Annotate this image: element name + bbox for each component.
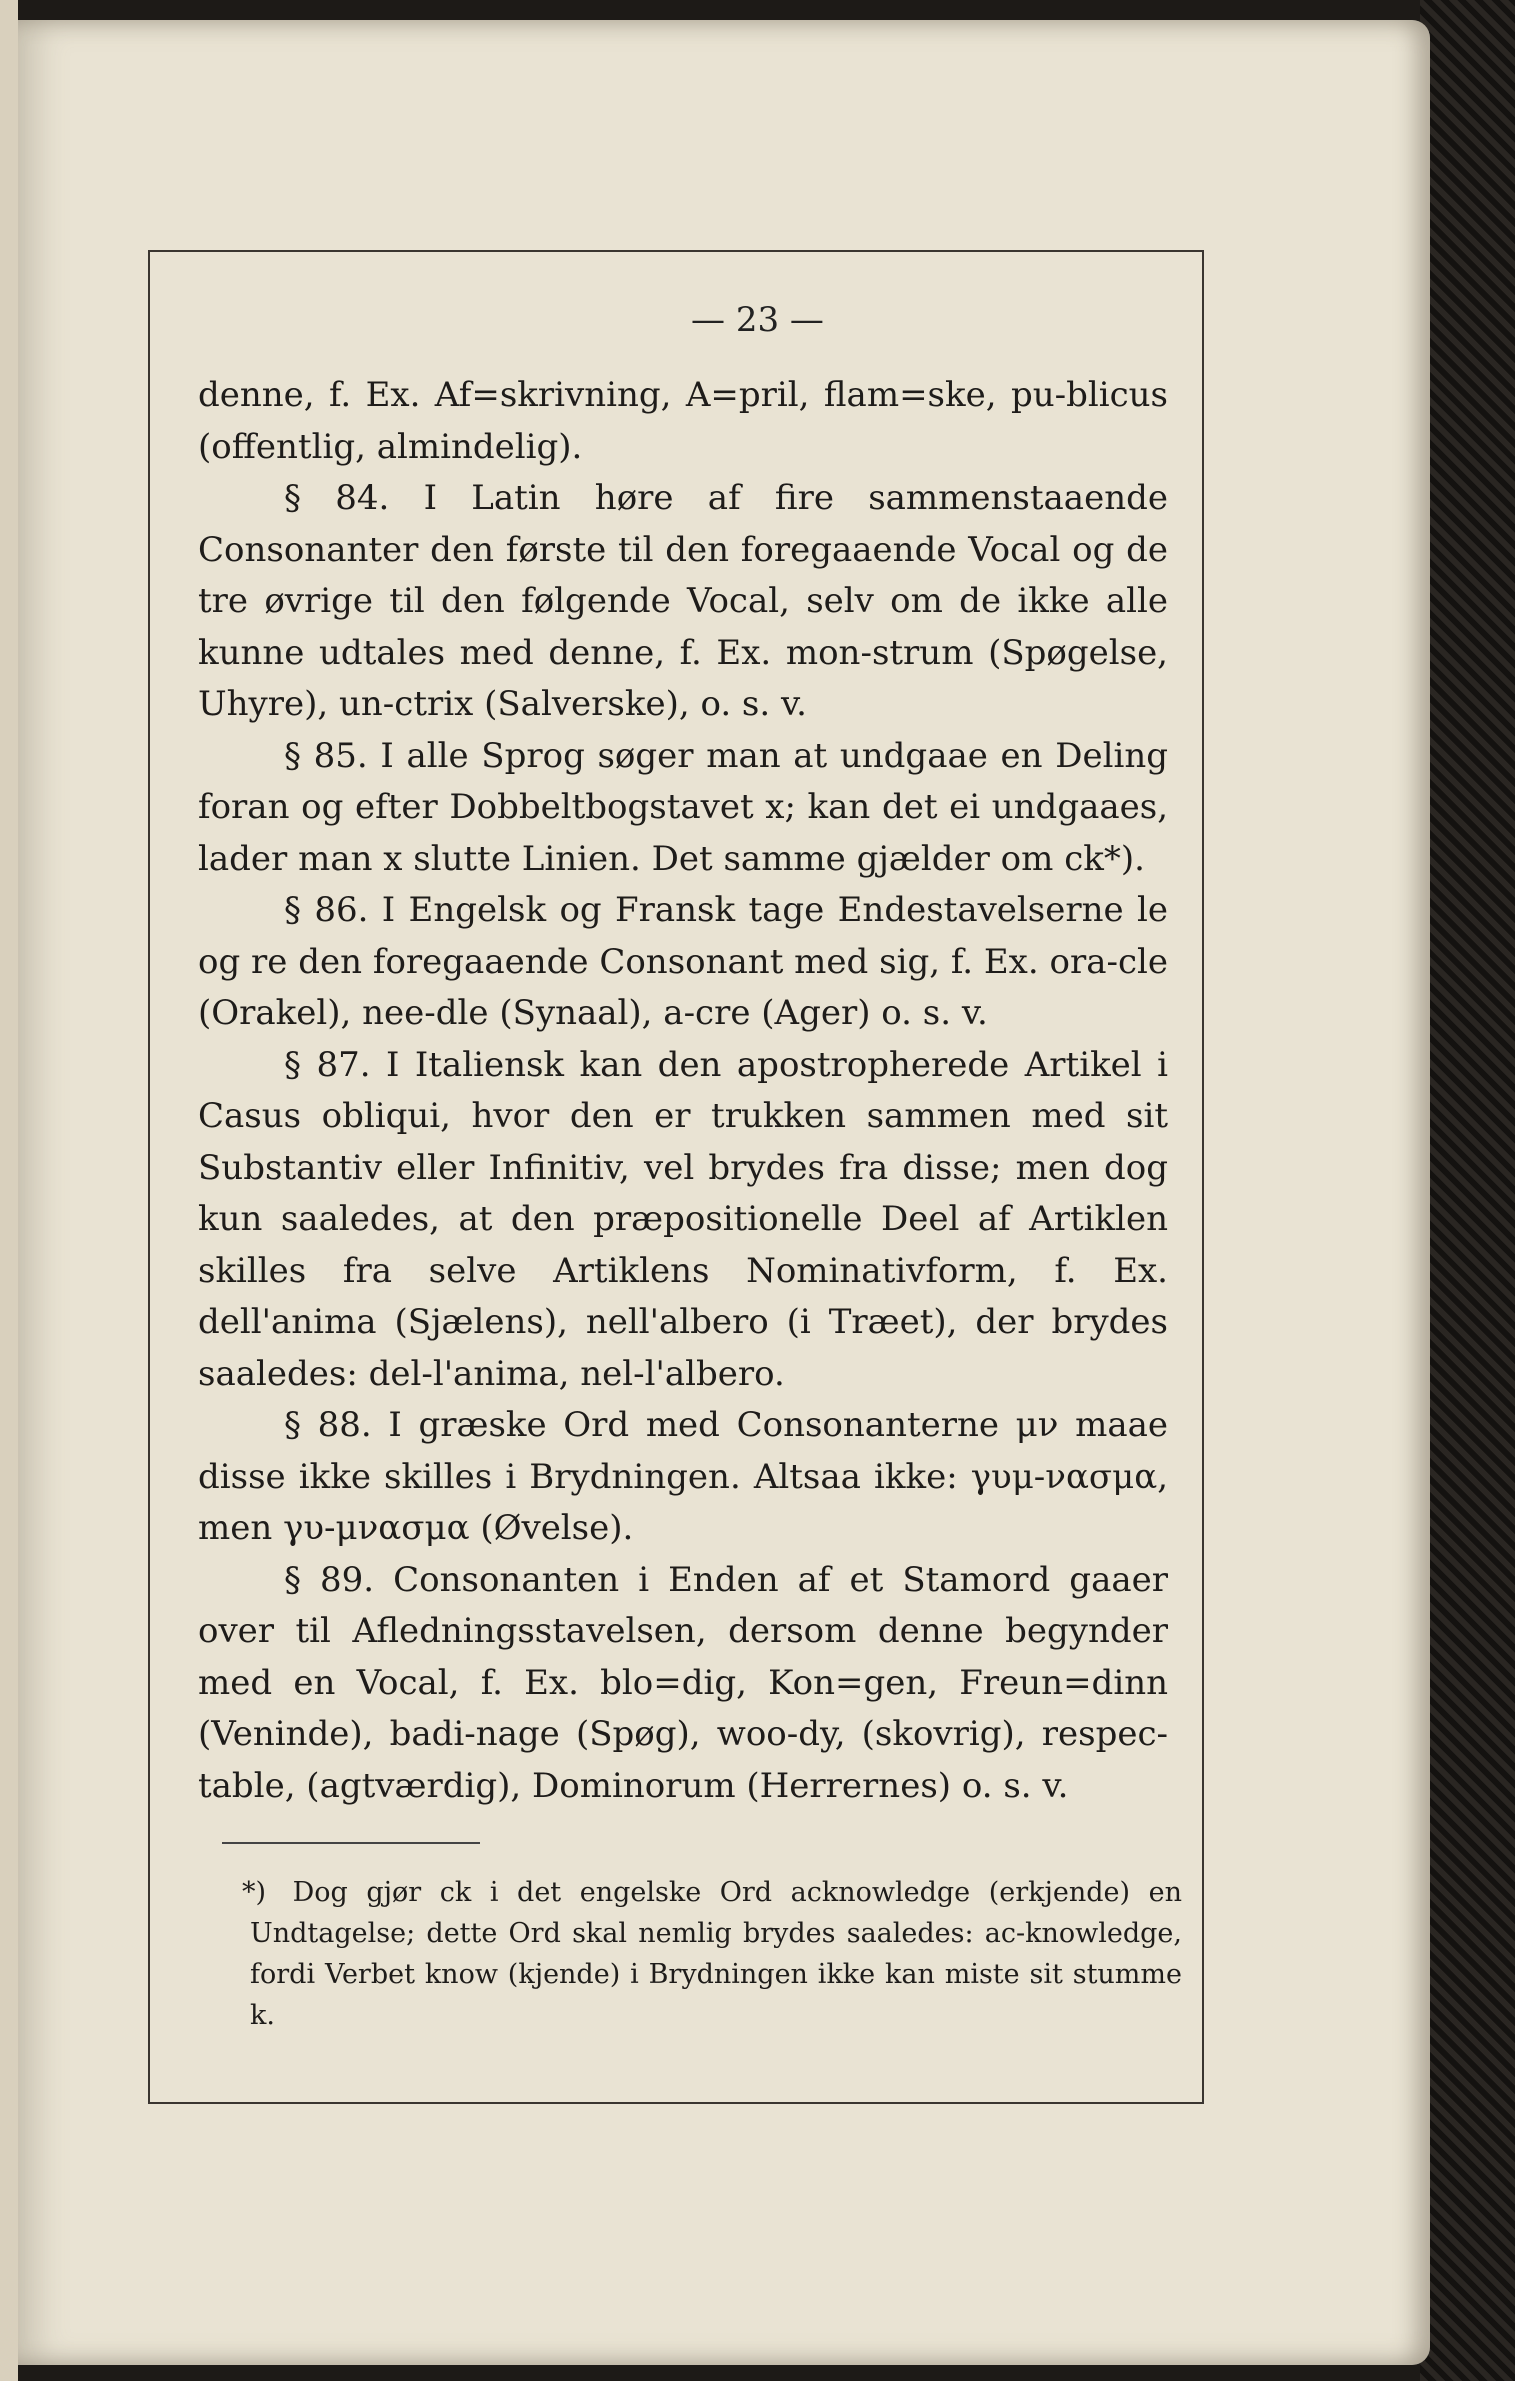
footnote-text: Dog gjør ck i det engelske Ord acknowledge (erkjende) en Undtagelse; dette Ord skal nemlig brydes saaledes: ac-knowledge, fordi Verbet know (kjende) i Brydningen ikke kan miste sit stumme k. [250, 1877, 1182, 2031]
page-number: — 23 — [691, 300, 824, 340]
paragraph-89: § 89. Consonanten i Enden af et Stamord gaaer over til Afledningsstavelsen, dersom denne begynder med en Vocal, f. Ex. blo=dig, Kon=gen, Freun=dinn (Veninde), badi-nage (Spøg), woo-dy, (skovrig), respec-table, (agtværdig), Dominorum (Herrernes) o. s. v. [198, 1559, 1168, 1806]
background-texture [1420, 0, 1515, 2381]
page-edge-left [0, 0, 18, 2381]
body-text [198, 370, 1168, 1812]
footnote-separator [222, 1842, 480, 1844]
paragraph-87: § 87. I Italiensk kan den apostropherede Artikel i Casus obliqui, hvor den er trukken sammen med sit Substantiv eller Infinitiv, vel brydes fra disse; men dog kun saaledes, at den præpositionelle Deel af Artiklen skilles fra selve Artiklens Nominativform, f. Ex. dell'anima (Sjælens), nell'albero (i Træet), der brydes saaledes: del-l'anima, nel-l'albero. [198, 1044, 1168, 1394]
paragraph-84: § 84. I Latin høre af fire sammenstaaende Consonanter den første til den foregaaende Vocal og de tre øvrige til den følgende Vocal, selv om de ikke alle kunne udtales med denne, f. Ex. mon-strum (Spøgelse, Uhyre), un-ctrix (Salverske), o. s. v. [198, 478, 1168, 724]
footnote-marker: *) [242, 1877, 267, 1908]
paragraph-continuation: denne, f. Ex. Af=skrivning, A=pril, flam=ske, pu-blicus (offentlig, almindelig). [198, 375, 1168, 467]
paragraph-85: § 85. I alle Sprog søger man at undgaae en Deling foran og efter Dobbeltbogstavet x; kan det ei undgaaes, lader man x slutte Linien. Det samme gjælder om ck*). [198, 735, 1168, 879]
paragraph-88: § 88. I græske Ord med Consonanterne μν maae disse ikke skilles i Brydningen. Altsaa ikke: γυμ-νασμα, men γυ-μνασμα (Øvelse). [198, 1405, 1168, 1548]
paragraph-86: § 86. I Engelsk og Fransk tage Endestavelserne le og re den foregaaende Consonant med sig, f. Ex. ora-cle (Orakel), nee-dle (Synaal), a-cre (Ager) o. s. v. [198, 890, 1168, 1033]
footnote [242, 1872, 1182, 2036]
